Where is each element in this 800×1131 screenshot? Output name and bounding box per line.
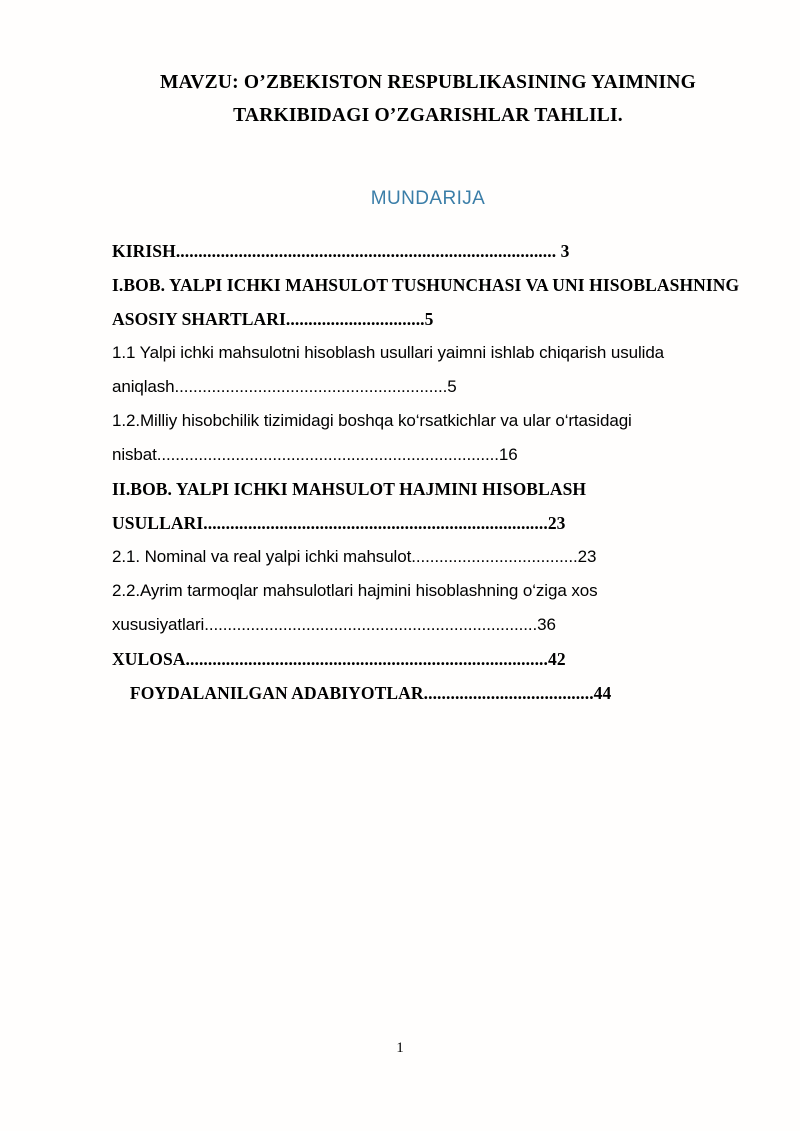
toc-entry-adabiyotlar[interactable]: FOYDALANILGAN ADABIYOTLAR......................................44: [112, 683, 612, 703]
toc-entry-2-1[interactable]: 2.1. Nominal va real yalpi ichki mahsulot....................................23: [112, 547, 597, 566]
document-title-line-1: MAVZU: O’ZBEKISTON RESPUBLIKASINING YAIMNING: [160, 72, 696, 93]
toc-entry-1-2[interactable]: 1.2.Milliy hisobchilik tizimidagi boshqa ko‘rsatkichlar va ular o‘rtasidagi nisbat..........................................................................16: [112, 411, 637, 464]
toc-entry-xulosa[interactable]: XULOSA.................................................................................42: [112, 649, 566, 669]
page-content: [112, 66, 744, 710]
toc-entry-kirish[interactable]: KIRISH..................................................................................... 3: [112, 241, 570, 261]
toc-entry-1-1[interactable]: 1.1 Yalpi ichki mahsulotni hisoblash usullari yaimni ishlab chiqarish usulida aniqlash...........................................................5: [112, 343, 669, 396]
toc-entry-bob-1[interactable]: I.BOB. YALPI ICHKI MAHSULOT TUSHUNCHASI VA UNI HISOBLASHNING ASOSIY SHARTLARI...............................5: [112, 275, 743, 329]
page-number: 1: [396, 1040, 404, 1056]
toc-entry-bob-2[interactable]: II.BOB. YALPI ICHKI MAHSULOT HAJMINI HISOBLASH USULLARI.............................................................................23: [112, 479, 591, 533]
document-title-line-2: TARKIBIDAGI O’ZGARISHLAR TAHLILI.: [233, 105, 623, 126]
table-of-contents: [112, 234, 744, 710]
toc-heading: MUNDARIJA: [370, 188, 486, 209]
document-title: [118, 66, 738, 132]
toc-entry-2-2[interactable]: 2.2.Ayrim tarmoqlar mahsulotlari hajmini hisoblashning o‘ziga xos xususiyatlari........................................................................36: [112, 581, 603, 634]
